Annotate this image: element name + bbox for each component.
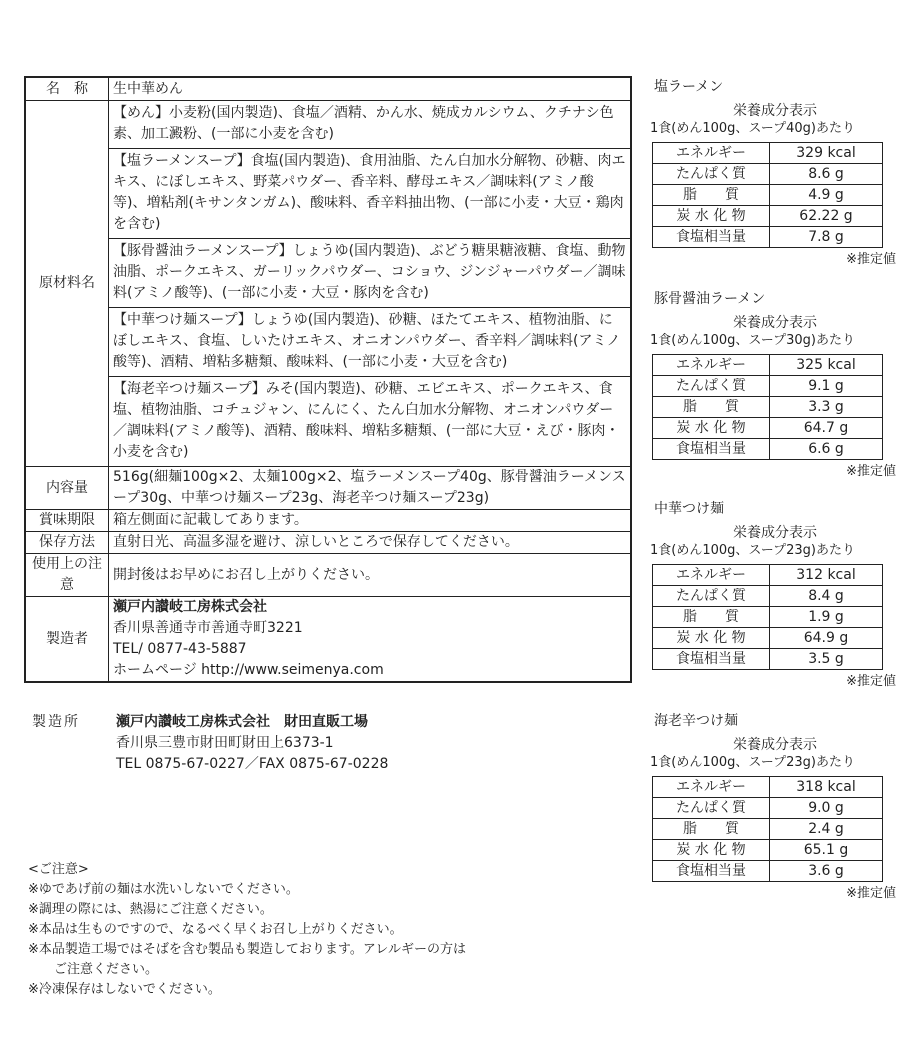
ingredients-shio-soup: 【塩ラーメンスープ】食塩(国内製造)、食用油脂、たん白加水分解物、砂糖、肉エキス、にぼしエキス、野菜パウダー、香辛料、酵母エキス／調味料(アミノ酸等)、増粘剤(キサンタンガム)、酸味料、香辛料抽出物、(一部に小麦・大豆・鶏肉を含む): [109, 149, 630, 239]
nutrient-name: 食塩相当量: [653, 649, 770, 670]
ingredients-cell: [109, 101, 632, 467]
nutrient-value: 329 kcal: [770, 143, 883, 164]
caution-item: ※ゆであげ前の麺は水洗いしないでください。: [28, 882, 299, 897]
nutrition-row: [653, 418, 883, 439]
nutrient-name: 脂 質: [653, 607, 770, 628]
maker-address: 香川県善通寺市善通寺町3221: [113, 620, 303, 636]
expiry-value: 箱左側面に記載してあります。: [109, 510, 632, 532]
nutrition-header: 栄養成分表示: [733, 103, 817, 119]
nutrient-value: 2.4 g: [770, 819, 883, 840]
nutrition-row: [653, 355, 883, 376]
nutrition-serving: 1食(めん100g、スープ30g)あたり: [650, 333, 855, 348]
caution-notes: [28, 860, 638, 1000]
estimate-note: ※推定値: [846, 464, 896, 479]
nutrient-value: 9.0 g: [770, 798, 883, 819]
nutrition-panel-tsukemen: [650, 498, 900, 692]
usage-row: [25, 554, 631, 597]
nutrition-serving: 1食(めん100g、スープ23g)あたり: [650, 543, 855, 558]
nutrition-row: [653, 164, 883, 185]
expiry-row: [25, 510, 631, 532]
nutrition-row: [653, 565, 883, 586]
nutrient-value: 6.6 g: [770, 439, 883, 460]
nutrition-row: [653, 840, 883, 861]
nutrient-name: 脂 質: [653, 185, 770, 206]
nutrient-value: 3.3 g: [770, 397, 883, 418]
nutrient-name: 食塩相当量: [653, 861, 770, 882]
nutrition-row: [653, 206, 883, 227]
nutrition-header: 栄養成分表示: [733, 315, 817, 331]
maker-tel: TEL/ 0877-43-5887: [113, 641, 247, 657]
maker-website: ホームページ http://www.seimenya.com: [113, 662, 384, 678]
nutrition-row: [653, 397, 883, 418]
product-label-table: [24, 76, 632, 683]
nutrient-value: 65.1 g: [770, 840, 883, 861]
nutrient-name: たんぱく質: [653, 586, 770, 607]
caution-item: ※冷凍保存はしないでください。: [28, 982, 221, 997]
maker-label: 製造者: [25, 597, 109, 683]
plant-name: 瀬戸内讃岐工房株式会社 財田直販工場: [116, 714, 368, 730]
nutrition-panel-ebi-kara: [650, 710, 900, 904]
storage-row: [25, 532, 631, 554]
nutrition-row: [653, 819, 883, 840]
caution-item: ※調理の際には、熱湯にご注意ください。: [28, 902, 273, 917]
nutrient-value: 3.5 g: [770, 649, 883, 670]
estimate-note: ※推定値: [846, 674, 896, 689]
plant-label: 製造所: [32, 714, 80, 730]
ingredients-row: [25, 101, 631, 467]
ingredients-noodles: 【めん】小麦粉(国内製造)、食塩／酒精、かん水、焼成カルシウム、クチナシ色素、加工澱粉、(一部に小麦を含む): [109, 101, 630, 149]
nutrient-name: エネルギー: [653, 143, 770, 164]
nutrition-row: [653, 607, 883, 628]
nutrition-row: [653, 439, 883, 460]
nutrition-title: 塩ラーメン: [654, 79, 724, 95]
nutrient-value: 8.6 g: [770, 164, 883, 185]
caution-title: <ご注意>: [28, 862, 89, 877]
nutrient-value: 8.4 g: [770, 586, 883, 607]
nutrient-value: 318 kcal: [770, 777, 883, 798]
nutrient-name: 炭 水 化 物: [653, 628, 770, 649]
nutrition-row: [653, 227, 883, 248]
nutrient-value: 64.7 g: [770, 418, 883, 439]
nutrient-name: たんぱく質: [653, 376, 770, 397]
name-row: [25, 77, 631, 101]
plant-info: [116, 712, 636, 775]
nutrient-value: 325 kcal: [770, 355, 883, 376]
maker-row: [25, 597, 631, 683]
nutrient-name: 脂 質: [653, 819, 770, 840]
nutrition-serving: 1食(めん100g、スープ23g)あたり: [650, 755, 855, 770]
ingredients-ebi-kara-soup: 【海老辛つけ麺スープ】みそ(国内製造)、砂糖、エビエキス、ポークエキス、食塩、植物油脂、コチュジャン、にんにく、たん白加水分解物、オニオンパウダー／調味料(アミノ酸等)、酒精、酸味料、増粘多糖類、(一部に大豆・えび・豚肉・小麦を含む): [113, 381, 620, 460]
nutrition-header: 栄養成分表示: [733, 737, 817, 753]
content-value: 516g(細麺100g×2、太麺100g×2、塩ラーメンスープ40g、豚骨醤油ラーメンスープ30g、中華つけ麺スープ23g、海老辛つけ麺スープ23g): [109, 467, 632, 510]
ingredients-label: 原材料名: [25, 101, 109, 467]
nutrient-name: 脂 質: [653, 397, 770, 418]
estimate-note: ※推定値: [846, 886, 896, 901]
nutrition-table: [652, 354, 883, 460]
nutrient-name: エネルギー: [653, 777, 770, 798]
nutrition-table: [652, 776, 883, 882]
nutrition-row: [653, 777, 883, 798]
ingredients-tsukemen-soup: 【中華つけ麺スープ】しょうゆ(国内製造)、砂糖、ほたてエキス、植物油脂、にぼしエキス、食塩、しいたけエキス、オニオンパウダー、香辛料／調味料(アミノ酸等)、酒精、増粘多糖類、酸味料、(一部に小麦・大豆を含む): [109, 308, 630, 377]
nutrition-row: [653, 628, 883, 649]
nutrient-name: エネルギー: [653, 565, 770, 586]
storage-label: 保存方法: [25, 532, 109, 554]
nutrition-row: [653, 649, 883, 670]
storage-value: 直射日光、高温多湿を避け、涼しいところで保存してください。: [109, 532, 632, 554]
nutrient-value: 7.8 g: [770, 227, 883, 248]
usage-label: 使用上の注意: [25, 554, 109, 597]
nutrition-row: [653, 798, 883, 819]
nutrition-serving: 1食(めん100g、スープ40g)あたり: [650, 121, 855, 136]
plant-address: 香川県三豊市財田町財田上6373-1: [116, 735, 334, 751]
nutrient-value: 9.1 g: [770, 376, 883, 397]
nutrition-row: [653, 143, 883, 164]
nutrition-header: 栄養成分表示: [733, 525, 817, 541]
nutrient-value: 1.9 g: [770, 607, 883, 628]
nutrition-panel-shio: [650, 76, 900, 270]
expiry-label: 賞味期限: [25, 510, 109, 532]
nutrient-name: 炭 水 化 物: [653, 206, 770, 227]
name-label: 名 称: [25, 77, 109, 101]
nutrition-row: [653, 586, 883, 607]
nutrient-name: たんぱく質: [653, 164, 770, 185]
nutrient-value: 4.9 g: [770, 185, 883, 206]
nutrient-name: たんぱく質: [653, 798, 770, 819]
nutrient-name: 食塩相当量: [653, 439, 770, 460]
caution-item-continued: ご注意ください。: [54, 962, 159, 977]
nutrient-name: エネルギー: [653, 355, 770, 376]
usage-value: 開封後はお早めにお召し上がりください。: [109, 554, 632, 597]
nutrient-value: 312 kcal: [770, 565, 883, 586]
nutrition-panel-tonkotsu: [650, 288, 900, 482]
nutrient-name: 炭 水 化 物: [653, 840, 770, 861]
nutrition-title: 豚骨醤油ラーメン: [654, 291, 766, 307]
nutrient-value: 64.9 g: [770, 628, 883, 649]
nutrient-name: 炭 水 化 物: [653, 418, 770, 439]
caution-item: ※本品は生ものですので、なるべく早くお召し上がりください。: [28, 922, 403, 937]
content-row: [25, 467, 631, 510]
plant-tel-fax: TEL 0875-67-0227／FAX 0875-67-0228: [116, 756, 389, 772]
nutrient-value: 3.6 g: [770, 861, 883, 882]
nutrition-title: 中華つけ麺: [654, 501, 724, 517]
nutrition-title: 海老辛つけ麺: [654, 713, 738, 729]
nutrition-row: [653, 861, 883, 882]
nutrition-row: [653, 185, 883, 206]
maker-info: [109, 597, 632, 683]
content-label: 内容量: [25, 467, 109, 510]
estimate-note: ※推定値: [846, 252, 896, 267]
name-value: 生中華めん: [109, 77, 632, 101]
nutrition-table: [652, 142, 883, 248]
nutrition-row: [653, 376, 883, 397]
maker-name: 瀬戸内讃岐工房株式会社: [113, 599, 267, 615]
nutrient-value: 62.22 g: [770, 206, 883, 227]
nutrition-table: [652, 564, 883, 670]
caution-item: ※本品製造工場ではそばを含む製品も製造しております。アレルギーの方は: [28, 942, 467, 957]
nutrient-name: 食塩相当量: [653, 227, 770, 248]
ingredients-tonkotsu-soup: 【豚骨醤油ラーメンスープ】しょうゆ(国内製造)、ぶどう糖果糖液糖、食塩、動物油脂、ポークエキス、ガーリックパウダー、コショウ、ジンジャーパウダー／調味料(アミノ酸等)、(一部に小麦・大豆・豚肉を含む): [109, 239, 630, 308]
